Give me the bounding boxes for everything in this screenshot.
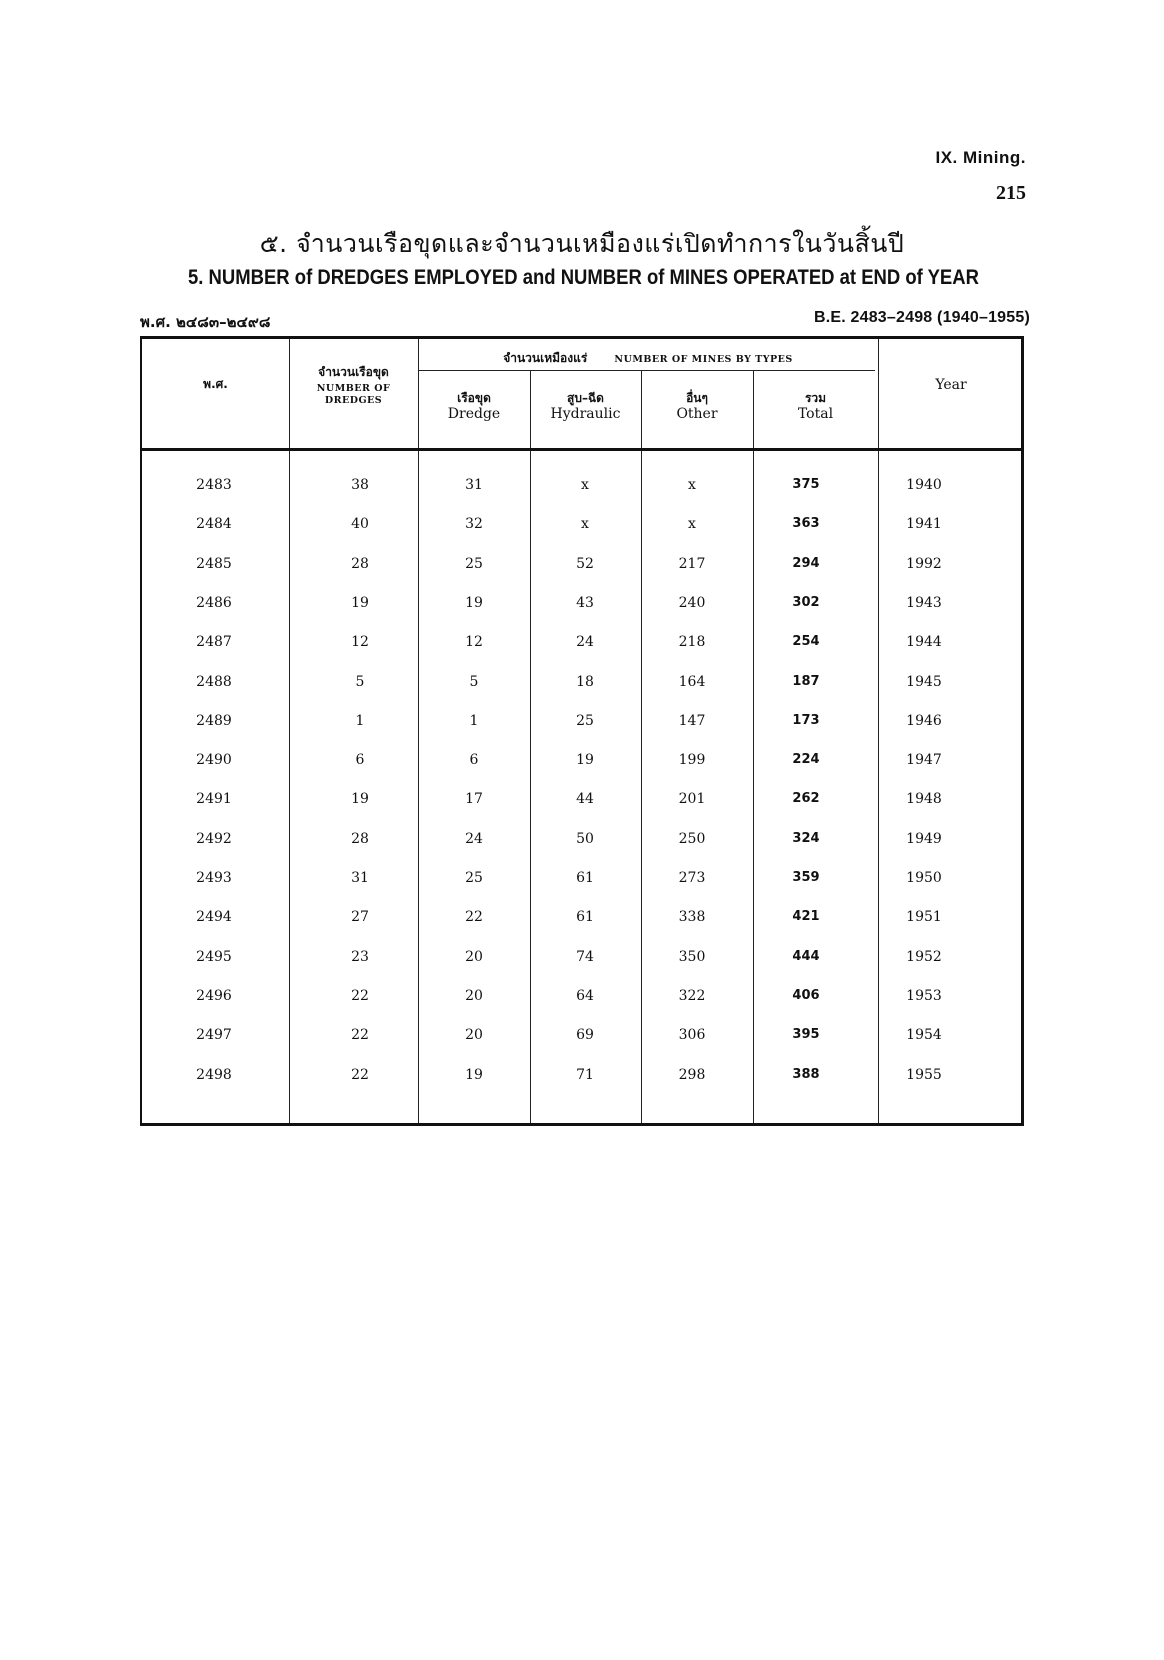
cell-number-of-dredges: 27 — [351, 909, 369, 926]
cell-other: 338 — [678, 909, 706, 926]
cell-dredge: 1 — [469, 712, 479, 729]
cell-number-of-dredges: 22 — [351, 1027, 369, 1044]
cell-year: 1944 — [906, 634, 942, 651]
header-group-rule — [418, 370, 875, 371]
cell-year: 1949 — [906, 830, 942, 847]
header-bottom-rule — [142, 448, 1021, 451]
cell-year: 1945 — [906, 673, 942, 690]
cell-other: 306 — [678, 1027, 706, 1044]
cell-other: 322 — [678, 987, 706, 1004]
cell-number-of-dredges: 6 — [355, 752, 365, 769]
cell-dredge: 17 — [465, 791, 483, 808]
cell-be-year: 2485 — [196, 555, 232, 572]
header-dredge: เรือขุด Dredge — [447, 391, 501, 422]
cell-hydraulic: 24 — [576, 634, 594, 651]
cell-year: 1992 — [906, 555, 942, 572]
cell-hydraulic: 71 — [576, 1066, 594, 1083]
cell-number-of-dredges: 28 — [351, 555, 369, 572]
cell-year: 1948 — [906, 791, 942, 808]
cell-dredge: 20 — [465, 948, 483, 965]
cell-dredge: 5 — [469, 673, 479, 690]
column-divider — [289, 339, 290, 1123]
cell-dredge: 22 — [465, 909, 483, 926]
chapter-label: IX. Mining. — [935, 148, 1026, 167]
cell-year: 1951 — [906, 909, 942, 926]
cell-dredge: 19 — [465, 1066, 483, 1083]
cell-be-year: 2486 — [196, 594, 232, 611]
cell-other: 147 — [678, 712, 706, 729]
cell-year: 1952 — [906, 948, 942, 965]
cell-total: 187 — [792, 673, 820, 689]
cell-hydraulic: 61 — [576, 909, 594, 926]
cell-other: 273 — [678, 870, 706, 886]
cell-number-of-dredges: 40 — [351, 516, 369, 533]
cell-dredge: 12 — [465, 634, 483, 651]
cell-hydraulic: 69 — [576, 1027, 594, 1044]
cell-hydraulic: 19 — [576, 752, 594, 769]
cell-be-year: 2484 — [196, 516, 232, 533]
cell-be-year: 2491 — [196, 791, 232, 808]
header-year: Year — [935, 377, 967, 393]
cell-hydraulic: x — [581, 516, 589, 533]
cell-be-year: 2494 — [196, 909, 232, 926]
cell-dredge: 32 — [465, 516, 483, 533]
cell-be-year: 2487 — [196, 634, 232, 651]
cell-be-year: 2495 — [196, 948, 232, 965]
cell-other: 298 — [678, 1066, 706, 1083]
cell-number-of-dredges: 19 — [351, 791, 369, 808]
cell-year: 1954 — [906, 1027, 942, 1044]
cell-total: 173 — [792, 712, 820, 728]
cell-number-of-dredges: 22 — [351, 987, 369, 1004]
cell-number-of-dredges: 12 — [351, 634, 369, 651]
header-other: อื่นๆ Other — [676, 391, 718, 422]
title-thai: ๕. จำนวนเรือขุดและจำนวนเหมืองแร่เปิดทำการในวันสิ้นปี — [259, 229, 905, 258]
cell-hydraulic: 43 — [576, 594, 594, 611]
cell-total: 388 — [792, 1066, 820, 1082]
cell-dredge: 24 — [465, 830, 483, 847]
cell-other: x — [688, 477, 696, 493]
cell-year: 1940 — [906, 477, 942, 493]
page-number: 215 — [996, 182, 1026, 204]
cell-be-year: 2493 — [196, 870, 232, 886]
cell-total: 421 — [792, 909, 820, 925]
cell-dredge: 20 — [465, 987, 483, 1004]
cell-hydraulic: 50 — [576, 830, 594, 847]
cell-hydraulic: 74 — [576, 948, 594, 965]
cell-year: 1947 — [906, 752, 942, 769]
cell-number-of-dredges: 19 — [351, 594, 369, 611]
cell-number-of-dredges: 23 — [351, 948, 369, 965]
data-table — [140, 336, 1024, 1126]
cell-number-of-dredges: 1 — [355, 712, 365, 729]
cell-total: 363 — [792, 516, 820, 532]
cell-be-year: 2483 — [196, 477, 232, 493]
column-divider — [878, 339, 879, 1123]
cell-total: 375 — [792, 477, 820, 492]
cell-year: 1943 — [906, 594, 942, 611]
cell-dredge: 6 — [469, 752, 479, 769]
header-be-year: พ.ศ. — [203, 377, 228, 391]
cell-year: 1953 — [906, 987, 942, 1004]
cell-hydraulic: 52 — [576, 555, 594, 572]
cell-dredge: 25 — [465, 870, 483, 886]
header-mines-by-types: จำนวนเหมืองแร่ NUMBER OF MINES BY TYPES — [503, 351, 793, 365]
year-range-thai: พ.ศ. ๒๔๘๓–๒๔๙๘ — [140, 313, 271, 331]
column-divider — [418, 339, 419, 1123]
cell-total: 324 — [792, 830, 820, 846]
header-total: รวม Total — [797, 391, 834, 422]
cell-number-of-dredges: 28 — [351, 830, 369, 847]
cell-year: 1946 — [906, 712, 942, 729]
cell-year: 1950 — [906, 870, 942, 886]
cell-number-of-dredges: 38 — [351, 477, 369, 493]
cell-hydraulic: 61 — [576, 870, 594, 886]
cell-hydraulic: 44 — [576, 791, 594, 808]
cell-hydraulic: x — [581, 477, 589, 493]
header-hydraulic: สูบ–ฉีด Hydraulic — [550, 391, 621, 422]
cell-other: 217 — [678, 555, 706, 572]
cell-other: 199 — [678, 752, 706, 769]
cell-dredge: 20 — [465, 1027, 483, 1044]
title-english: 5. NUMBER of DREDGES EMPLOYED and NUMBER of MINES OPERATED at END of YEAR — [188, 266, 979, 289]
cell-dredge: 31 — [465, 477, 483, 493]
cell-other: x — [688, 516, 696, 533]
cell-hydraulic: 18 — [576, 673, 594, 690]
cell-year: 1941 — [906, 516, 942, 533]
header-number-of-dredges: จำนวนเรือขุด NUMBER OF DREDGES — [316, 365, 391, 406]
cell-other: 350 — [678, 948, 706, 965]
cell-other: 218 — [678, 634, 706, 651]
cell-number-of-dredges: 5 — [355, 673, 365, 690]
cell-total: 224 — [792, 752, 820, 768]
cell-total: 302 — [792, 594, 820, 610]
cell-be-year: 2497 — [196, 1027, 232, 1044]
cell-total: 254 — [792, 634, 820, 650]
cell-number-of-dredges: 31 — [351, 870, 369, 886]
cell-other: 201 — [678, 791, 706, 808]
cell-be-year: 2498 — [196, 1066, 232, 1083]
cell-total: 359 — [792, 870, 820, 885]
cell-be-year: 2489 — [196, 712, 232, 729]
cell-total: 395 — [792, 1027, 820, 1043]
cell-year: 1955 — [906, 1066, 942, 1083]
cell-other: 240 — [678, 594, 706, 611]
cell-be-year: 2488 — [196, 673, 232, 690]
cell-number-of-dredges: 22 — [351, 1066, 369, 1083]
cell-total: 444 — [792, 948, 820, 964]
cell-total: 294 — [792, 555, 820, 571]
cell-be-year: 2490 — [196, 752, 232, 769]
cell-total: 262 — [792, 791, 820, 807]
cell-be-year: 2496 — [196, 987, 232, 1004]
cell-total: 406 — [792, 987, 820, 1003]
cell-other: 164 — [678, 673, 706, 690]
year-range-english: B.E. 2483–2498 (1940–1955) — [813, 309, 1030, 326]
cell-dredge: 19 — [465, 594, 483, 611]
cell-dredge: 25 — [465, 555, 483, 572]
cell-be-year: 2492 — [196, 830, 232, 847]
cell-hydraulic: 25 — [576, 712, 594, 729]
cell-other: 250 — [678, 830, 706, 847]
cell-hydraulic: 64 — [576, 987, 594, 1004]
